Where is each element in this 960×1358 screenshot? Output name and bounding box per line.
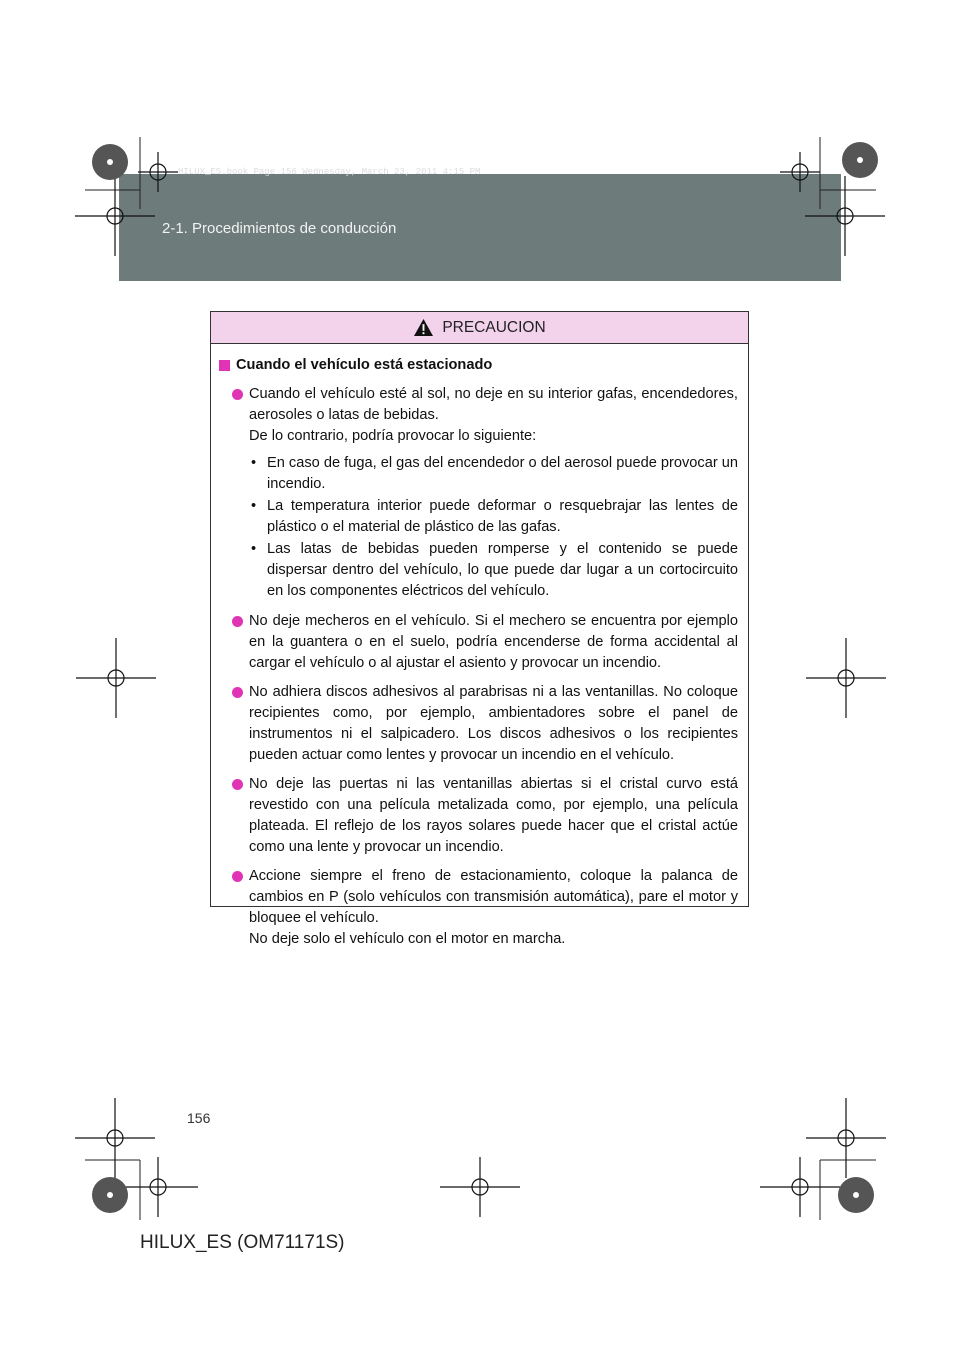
list-item: No adhiera discos adhesivos al parabrisas ni a las ventanillas. No coloque recipientes como, por ejemplo, ambientadores sobre el panel de instrumentos ni el salpicadero. Los discos adhesivos o los recipientes pueden actuar como lentes y provocar un incendio en el vehículo. bbox=[232, 682, 738, 766]
caution-title: PRECAUCION bbox=[442, 318, 546, 336]
manual-code: HILUX_ES (OM71171S) bbox=[140, 1232, 345, 1253]
item-line: Cuando el vehículo esté al sol, no deje en su interior gafas, encendedores, aerosoles o latas de bebidas. bbox=[249, 386, 738, 423]
section-title: 2-1. Procedimientos de conducción bbox=[162, 220, 397, 237]
subsection-heading: Cuando el vehículo está estacionado bbox=[219, 355, 738, 376]
item-line: Accione siempre el freno de estacionamiento, coloque la palanca de cambios en P (solo vehículos con transmisión automática), pare el motor y bloquee el vehículo. bbox=[249, 868, 738, 926]
page-number: 156 bbox=[187, 1110, 211, 1126]
book-stamp: HILUX_ES.book Page 156 Wednesday, March 23, 2011 4:15 PM bbox=[178, 167, 481, 177]
list-item: No deje mecheros en el vehículo. Si el mechero se encuentra por ejemplo en la guantera o en el suelo, podría encenderse de forma accidental al cargar el vehículo o al ajustar el asiento y provocar un incendio. bbox=[232, 611, 738, 674]
sub-list-item: • Las latas de bebidas pueden romperse y el contenido se puede dispersar dentro del vehículo, lo que puede dar lugar a un cortocircuito en los componentes eléctricos del vehículo. bbox=[249, 539, 738, 602]
list-item: No deje las puertas ni las ventanillas abiertas si el cristal curvo está revestido con una película metalizada como, por ejemplo, una película plateada. El reflejo de los rayos solares puede hacer que el cristal actúe como una lente y provocar un incendio. bbox=[232, 774, 738, 858]
item-line: No deje solo el vehículo con el motor en marcha. bbox=[249, 931, 566, 947]
item-line: De lo contrario, podría provocar lo siguiente: bbox=[249, 428, 537, 444]
sub-list-item: • En caso de fuga, el gas del encendedor o del aerosol puede provocar un incendio. bbox=[249, 453, 738, 495]
sub-list-item: • La temperatura interior puede deformar o resquebrajar las lentes de plástico o el material de plástico de las gafas. bbox=[249, 496, 738, 538]
